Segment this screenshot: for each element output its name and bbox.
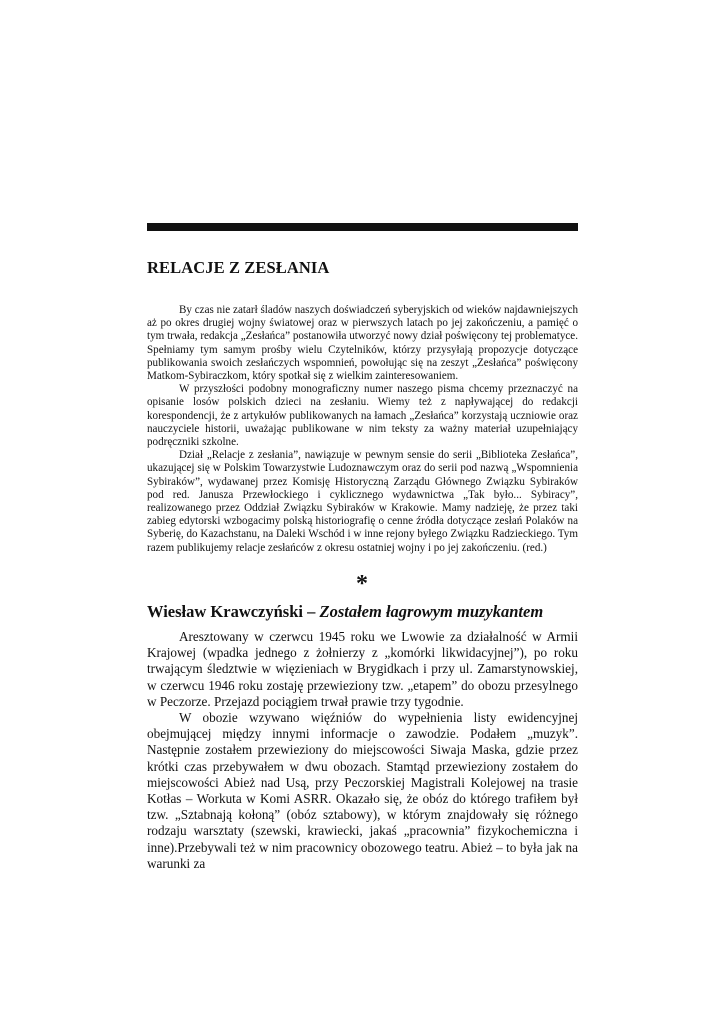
intro-paragraph: By czas nie zatarł śladów naszych doświadczeń syberyjskich od wieków najdawniejszych aż po okres drugiej wojny światowej oraz w pierwszych latach po jej zakończeniu, a pamięć o tym trwała, redakcja „Zesłańca” postanowiła utworzyć nowy dział poświęcony tej problematyce. Spełniamy tym samym prośby wielu Czytelników, którzy przysyłają propozycje dotyczące publikowania swoich zesłańczych wspomnień, powołując się na zeszyt „Zesłańca” poświęcony Matkom-Sybiraczkom, który spotkał się z wielkim zainteresowaniem. (147, 304, 578, 383)
section-title: RELACJE Z ZESŁANIA (147, 258, 330, 277)
intro-paragraph: Dział „Relacje z zesłania”, nawiązuje w pewnym sensie do serii „Biblioteka Zesłańca”, ukazującej się w Polskim Towarzystwie Ludoznawczym oraz do serii pod nazwą „Wspomnienia Sybiraków”, wydawanej przez Komisję Historyczną Zarządu Głównego Związku Sybiraków pod red. Janusza Przewłockiego i cyklicznego wydawnictwa „Tak było... Sybiracy”, realizowanego przez Oddział Związku Sybiraków w Krakowie. Mamy nadzieję, że przez taki zabieg edytorski wzbogacimy polską historiografię o cenne źródła dotyczące zesłań Polaków na Syberię, do Kazachstanu, na Daleki Wschód i w inne rejony byłego Związku Radzieckiego. Tym razem publikujemy relacje zesłańców z okresu ostatniej wojny i po jej zakończeniu. (red.) (147, 449, 578, 554)
top-rule (147, 223, 578, 231)
article-paragraph: Aresztowany w czerwcu 1945 roku we Lwowie za działalność w Armii Krajowej (wpadka jednego z żołnierzy z „komórki likwidacyjnej”), po roku trwającym śledztwie w więzieniach w Brygidkach i przy ul. Zamarstynowskiej, w czerwcu 1946 roku zostaję przewieziony tzw. „etapem” do obozu przesylnego w Peczorze. Przejazd pociągiem trwał prawie trzy tygodnie. (147, 629, 578, 709)
article-author: Wiesław Krawczyński – (147, 602, 320, 621)
article-paragraph: W obozie wzywano więźniów do wypełnienia listy ewidencyjnej obejmującej między innymi informacje o zawodzie. Podałem „muzyk”. Następnie zostałem przewieziony do miejscowości Siwaja Maska, gdzie przez krótki czas przebywałem w dwu obozach. Stamtąd przewieziony zostałem do miejscowości Abież nad Usą, przy Peczorskiej Magistrali Kolejowej na trasie Kotłas – Workuta w Komi ASRR. Okazało się, że obóz do którego trafiłem był tzw. „Sztabnają kołoną” (obóz sztabowy), w którym znajdowały się różnego rodzaju warsztaty (szewski, krawiecki, jakaś „pracownia” fizykochemiczna i inne).Przebywali też w nim pracownicy obozowego teatru. Abież – to była jak na warunki za (147, 710, 578, 871)
article-title-text: Zostałem łagrowym muzykantem (319, 602, 544, 621)
article-body (147, 629, 578, 872)
article-title (147, 602, 578, 622)
intro-paragraph: W przyszłości podobny monograficzny numer naszego pisma chcemy przeznaczyć na opisanie losów polskich dzieci na zesłaniu. Wiemy też z napływającej do redakcji korespondencji, że z artykułów publikowanych na łamach „Zesłańca” korzystają uczniowie oraz nauczyciele historii, uważając publikowane w nim teksty za ważny materiał uzupełniający podręczniki szkolne. (147, 383, 578, 449)
editorial-intro (147, 304, 578, 555)
section-separator: * (356, 571, 368, 597)
